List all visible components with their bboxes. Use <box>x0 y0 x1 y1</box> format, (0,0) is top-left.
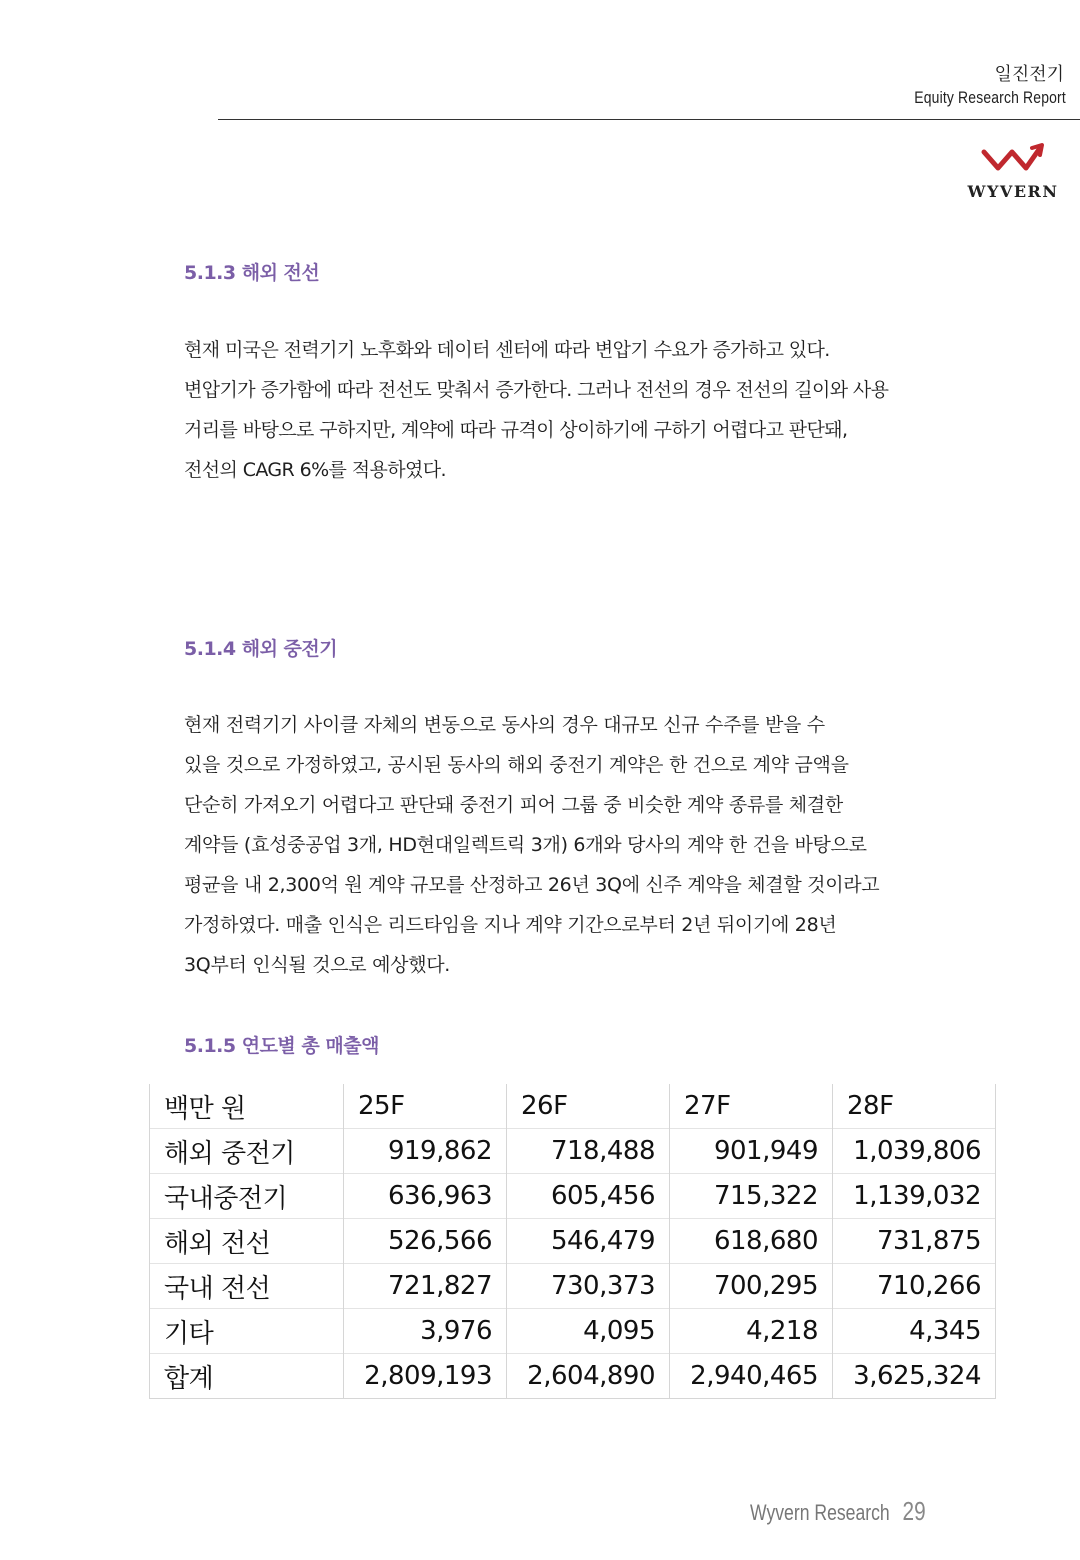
value-cell: 636,963 <box>344 1174 507 1219</box>
page-number: 29 <box>902 1496 926 1526</box>
row-label: 해외 전선 <box>150 1219 344 1264</box>
logo-text: WYVERN <box>967 182 1059 201</box>
section-title-overseas-heavy-electric: 5.1.4 해외 중전기 <box>184 638 338 660</box>
header-cell: 25F <box>344 1084 507 1129</box>
value-cell: 4,095 <box>507 1309 670 1354</box>
row-label: 국내중전기 <box>150 1174 344 1219</box>
text-line: 현재 전력기기 사이클 자체의 변동으로 동사의 경우 대규모 신규 수주를 받을 수 <box>184 714 825 736</box>
header-cell: 백만 원 <box>150 1084 344 1129</box>
header-cell: 26F <box>507 1084 670 1129</box>
header-subtitle: Equity Research Report <box>914 88 1066 107</box>
text-line: 가정하였다. 매출 인식은 리드타임을 지나 계약 기간으로부터 2년 뒤이기에 28년 <box>184 914 837 936</box>
text-line: 변압기가 증가함에 따라 전선도 맞춰서 증가한다. 그러나 전선의 경우 전선의 길이와 사용 <box>184 379 889 401</box>
text-line: 거리를 바탕으로 구하지만, 계약에 따라 규격이 상이하기에 구하기 어렵다고 판단돼, <box>184 419 848 441</box>
header-cell: 27F <box>670 1084 833 1129</box>
value-cell: 721,827 <box>344 1264 507 1309</box>
value-cell: 718,488 <box>507 1129 670 1174</box>
value-cell: 1,139,032 <box>833 1174 996 1219</box>
text-line: 단순히 가져오기 어렵다고 판단돼 중전기 피어 그룹 중 비슷한 계약 종류를 체결한 <box>184 794 843 816</box>
value-cell: 3,625,324 <box>833 1354 996 1399</box>
table-row <box>150 1264 996 1309</box>
page-footer <box>750 1496 926 1527</box>
table-row <box>150 1174 996 1219</box>
wyvern-logo-icon <box>980 140 1048 178</box>
value-cell: 700,295 <box>670 1264 833 1309</box>
text-line: 전선의 CAGR 6%를 적용하였다. <box>184 459 446 481</box>
value-cell: 2,809,193 <box>344 1354 507 1399</box>
annual-revenue-table <box>149 1084 996 1399</box>
text-line: 계약들 (효성중공업 3개, HD현대일렉트릭 3개) 6개와 당사의 계약 한 건을 바탕으로 <box>184 834 867 856</box>
row-label: 기타 <box>150 1309 344 1354</box>
row-label: 국내 전선 <box>150 1264 344 1309</box>
value-cell: 919,862 <box>344 1129 507 1174</box>
table-row <box>150 1219 996 1264</box>
section-title-overseas-cable: 5.1.3 해외 전선 <box>184 262 320 284</box>
value-cell: 731,875 <box>833 1219 996 1264</box>
value-cell: 2,940,465 <box>670 1354 833 1399</box>
table-total-row <box>150 1354 996 1399</box>
header-cell: 28F <box>833 1084 996 1129</box>
section-title-annual-revenue: 5.1.5 연도별 총 매출액 <box>184 1035 379 1057</box>
value-cell: 2,604,890 <box>507 1354 670 1399</box>
text-line: 평균을 내 2,300억 원 계약 규모를 산정하고 26년 3Q에 신주 계약을 체결할 것이라고 <box>184 874 880 896</box>
value-cell: 3,976 <box>344 1309 507 1354</box>
paragraph-overseas-heavy-electric <box>184 705 1034 985</box>
footer-brand: Wyvern Research <box>750 1500 890 1525</box>
header-rule <box>218 119 1080 120</box>
value-cell: 730,373 <box>507 1264 670 1309</box>
value-cell: 710,266 <box>833 1264 996 1309</box>
text-line: 있을 것으로 가정하였고, 공시된 동사의 해외 중전기 계약은 한 건으로 계약 금액을 <box>184 754 849 776</box>
value-cell: 715,322 <box>670 1174 833 1219</box>
text-line: 현재 미국은 전력기기 노후화와 데이터 센터에 따라 변압기 수요가 증가하고 있다. <box>184 339 830 361</box>
value-cell: 605,456 <box>507 1174 670 1219</box>
value-cell: 526,566 <box>344 1219 507 1264</box>
header-company: 일진전기 <box>994 64 1064 85</box>
value-cell: 1,039,806 <box>833 1129 996 1174</box>
paragraph-overseas-cable <box>184 330 1034 490</box>
text-line: 3Q부터 인식될 것으로 예상했다. <box>184 954 451 976</box>
row-label: 해외 중전기 <box>150 1129 344 1174</box>
row-label: 합계 <box>150 1354 344 1399</box>
wyvern-logo <box>962 140 1064 206</box>
table-row <box>150 1129 996 1174</box>
value-cell: 901,949 <box>670 1129 833 1174</box>
table-row <box>150 1309 996 1354</box>
value-cell: 4,345 <box>833 1309 996 1354</box>
table-header-row <box>150 1084 996 1129</box>
value-cell: 546,479 <box>507 1219 670 1264</box>
value-cell: 618,680 <box>670 1219 833 1264</box>
value-cell: 4,218 <box>670 1309 833 1354</box>
